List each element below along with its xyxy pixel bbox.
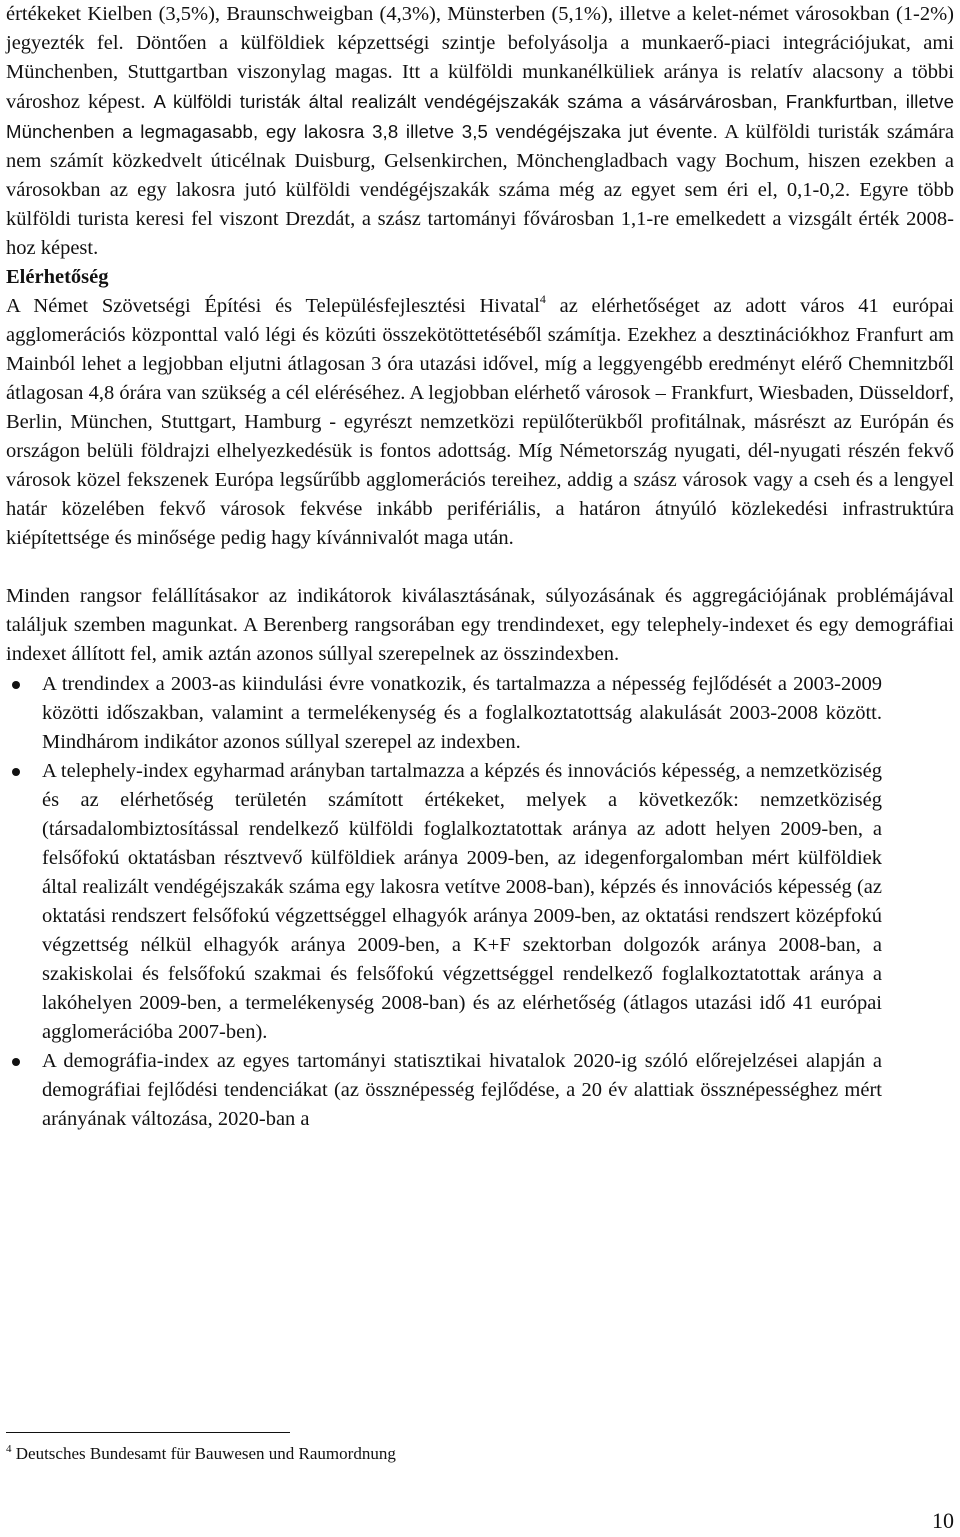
paragraph-text: A külföldi turisták által realizált vendégéjszakák száma a vásárvárosban, Frankfurtban, illetve Münchenben a legmagasabb, egy lakosra 3,8 illetve 3,5 vendégéjszaka jut évente. xyxy=(6,91,955,142)
footnote xyxy=(6,1443,396,1465)
list-item-text: A telephely-index egyharmad arányban tartalmazza a képzés és innovációs képesség, a nemzetköziség és az elérhetőség területén számított értékeket, melyek a következők: nemzetköziség (társadalombiztosítással rendelkező külföldi foglalkoztatottak aránya az adott helyen 2009-ben, a felsőfokú oktatásban résztvevő külföldiek aránya 2009-ben, az idegenforgalomban mért külföldiek által realizált vendégéjszakák száma egy lakosra vetítve 2008-ban), képzés és innovációs képesség (az oktatási rendszert felsőfokú végzettséggel elhagyók aránya 2009-ben, az oktatási rendszert középfokú végzettség nélkül elhagyók aránya 2009-ben, a K+F szektorban dolgozók aránya 2008-ban, a szakiskolai és felsőfokú szakmai és felsőfokú végzettséggel rendelkező foglalkoztatottak aránya a lakóhelyen 2009-ben, a termelékenység 2008-ban) és az elérhetőség (átlagos utazási idő 41 európai agglomerációba 2007-ben). xyxy=(42,760,882,1043)
bullet-icon xyxy=(12,1058,20,1066)
list-item xyxy=(6,1047,882,1134)
paragraph-gap xyxy=(6,553,954,582)
paragraph-ranking: Minden rangsor felállításakor az indikátorok kiválasztásának, súlyozásának és aggregációjának problémájával találjuk szemben magunkat. A Berenberg rangsorában egy trendindexet, egy telephely-indexet és egy demográfiai indexet állított fel, amik aztán azonos súllyal szerepelnek az összindexben. xyxy=(6,585,954,665)
bullet-list xyxy=(6,670,954,1134)
document-page xyxy=(6,0,954,1134)
bullet-icon xyxy=(12,768,20,776)
paragraph-foreigners xyxy=(6,0,954,263)
list-item xyxy=(6,757,882,1047)
paragraph-text: az elérhetőséget az adott város 41 európai agglomerációs központtal való légi és közúti összekötöttetéséből számítja. Ezekhez a desztinációkhoz Franfurt am Mainból lehet a legjobban eljutni átlagosan 3 óra utazási idővel, míg a leggyengébb eredményt elérő Chemnitzből átlagosan 4,8 órára van szükség a cél eléréséhez. A legjobban elérhető városok – Frankfurt, Wiesbaden, Düsseldorf, Berlin, München, Stuttgart, Hamburg - egyrészt nemzetközi repülőterükből profitálnak, másrészt az Európán és országon belüli földrajzi elhelyezkedésük is fontos adottság. Míg Németország nyugati, dél-nyugati részén fekvő városok közel fekszenek Európa legsűrűbb agglomerációs tereihez, addig a szász városok vagy a cseh és a lengyel határ közelében fekvő városok fekvése inkább perifériális, a határon átnyúló közlekedési infrastruktúra kiépítettsége és minősége pedig hagy kívánnivalót maga után. xyxy=(6,295,954,549)
paragraph-text: értékeket Kielben (3,5%), Braunschweigban (4,3%), Münsterben (5,1%), illetve a kelet-német városokban (1-2%) jegyezték fel. Döntően a külföldiek képzettségi szintje befolyásolja a munkaerő-piaci integrációjukat, ami Münchenben, Stuttgartban viszonylag magas. Itt a külföldi munkanélküliek aránya is relatív alacsony a többi városhoz képest. xyxy=(6,3,954,113)
list-item-text: A trendindex a 2003-as kiindulási évre vonatkozik, és tartalmazza a népesség fejlődését a 2003-2009 közötti időszakban, valamint a termelékenység és a foglalkoztatottság alakulását 2003-2008 között. Mindhárom indikátor azonos súllyal szerepel az indexben. xyxy=(42,673,882,753)
paragraph-text: Egyre több külföldi turista keresi fel viszont Drezdát, a szász tartományi fővárosban 1,1-re emelkedett a vizsgált érték 2008-hoz képest. xyxy=(6,179,954,259)
list-item-text: A demográfia-index az egyes tartományi statisztikai hivatalok 2020-ig szóló előrejelzései alapján a demográfiai fejlődési tendenciákat (az össznépesség fejlődése, a 20 év alattiak össznépességhez mért arányának változása, 2020-ban a xyxy=(42,1050,882,1130)
footnote-reference: 4 xyxy=(539,292,546,306)
paragraph-accessibility xyxy=(6,292,954,553)
footnote-divider xyxy=(6,1432,290,1433)
bullet-icon xyxy=(12,681,20,689)
page-number: 10 xyxy=(932,1508,954,1533)
paragraph-text: A Német Szövetségi Építési és Településfejlesztési Hivatal xyxy=(6,295,540,317)
section-heading: Elérhetőség xyxy=(6,266,109,288)
list-item xyxy=(6,670,882,757)
footnote-text: Deutsches Bundesamt für Bauwesen und Raumordnung xyxy=(15,1444,396,1463)
paragraph-text: A külföldi turisták számára nem számít közkedvelt úticélnak Duisburg, Gelsenkirchen, Mönchengladbach vagy Bochum, hiszen ezekben a városokban az egy lakosra jutó külföldi vendégéjszakák száma még az egyet sem éri el, 0,1-0,2. xyxy=(6,121,954,201)
footnote-number: 4 xyxy=(6,1443,12,1455)
